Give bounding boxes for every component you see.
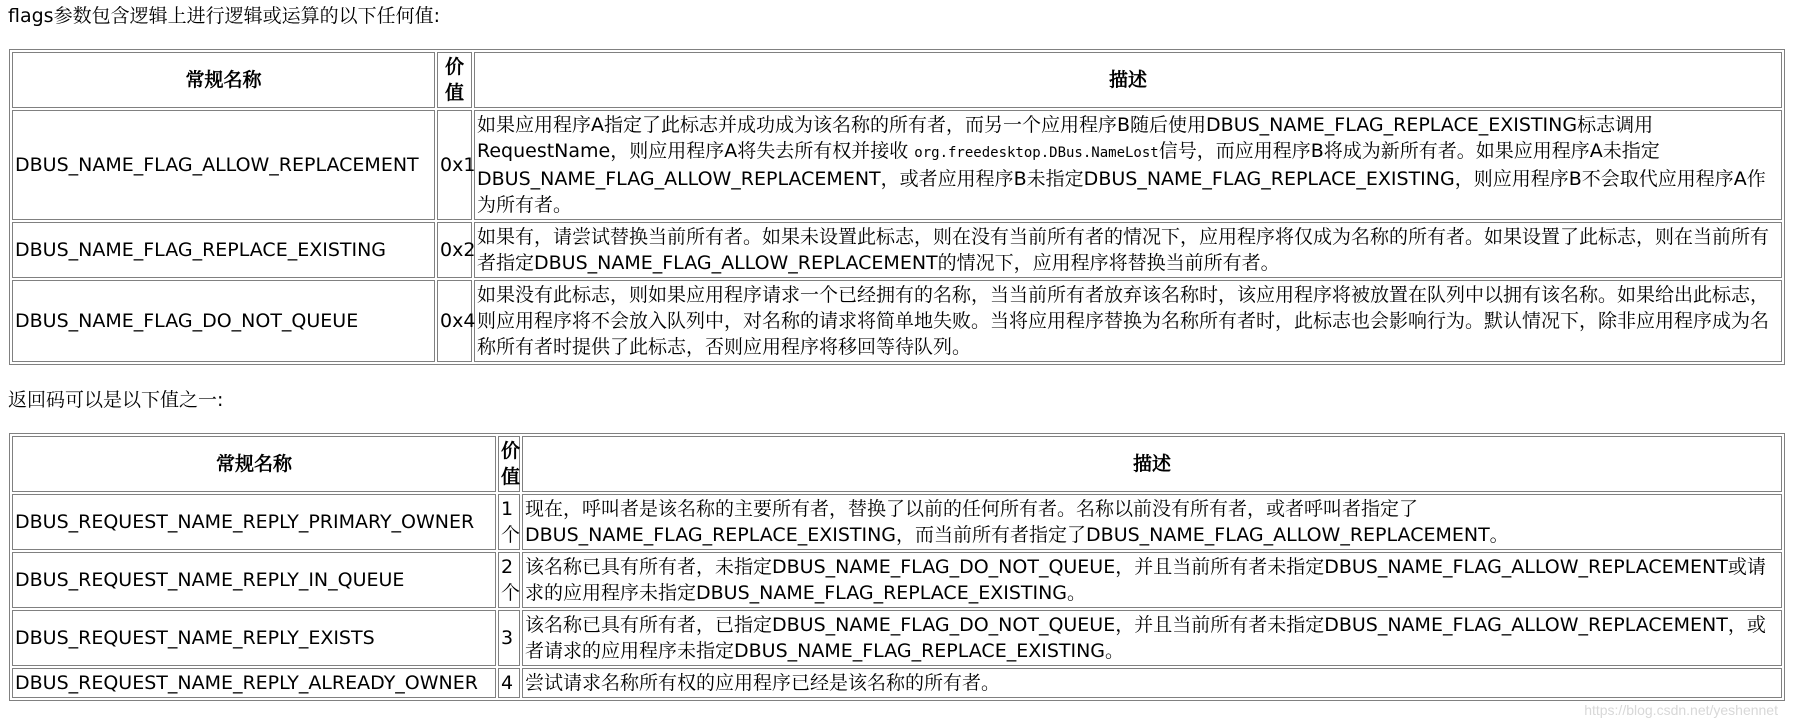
flag-description: 如果没有此标志，则如果应用程序请求一个已经拥有的名称，当当前所有者放弃该名称时，该应用程序将被放置在队列中以拥有该名称。如果给出此标志，则应用程序将不会放入队列中，对名称的请求将简单地失败。当将应用程序替换为名称所有者时，此标志也会影响行为。默认情况下，除非应用程序成为名称所有者时提供了此标志，否则应用程序将移回等待队列。 (474, 280, 1782, 362)
reply-value: 1个 (498, 494, 520, 550)
flags-table (9, 49, 1785, 365)
return-codes-intro-text: 返回码可以是以下值之一: (8, 389, 224, 411)
reply-value: 3 (498, 610, 520, 666)
reply-description: 现在，呼叫者是该名称的主要所有者，替换了以前的任何所有者。名称以前没有所有者，或者呼叫者指定了DBUS_NAME_FLAG_REPLACE_EXISTING，而当前所有者指定了DBUS_NAME_FLAG_ALLOW_REPLACEMENT。 (522, 494, 1782, 550)
flags-intro-text: flags参数包含逻辑上进行逻辑或运算的以下任何值: (8, 5, 440, 27)
description-text: 信号，而应用程序B将成为新所有者。如果应用程序A未指定DBUS_NAME_FLAG_ALLOW_REPLACEMENT，或者应用程序B未指定DBUS_NAME_FLAG_REPLACE_EXISTING，则应用程序B不会取代应用程序A作为所有者。 (477, 140, 1766, 216)
description-text: 如果应用程序A指定了此标志并成功成为该名称的所有者，而另一个应用程序B随后使用DBUS_NAME_FLAG_REPLACE_EXISTING标志调用RequestName，则应用程序A将失去所有权并接收 (477, 114, 1654, 162)
flag-value: 0x4 (437, 280, 472, 362)
table-row (12, 280, 1782, 362)
table-row (12, 668, 1782, 698)
reply-name: DBUS_REQUEST_NAME_REPLY_EXISTS (12, 610, 496, 666)
reply-description: 尝试请求名称所有权的应用程序已经是该名称的所有者。 (522, 668, 1782, 698)
table-row (12, 552, 1782, 608)
flag-value: 0x1 (437, 110, 472, 220)
flag-name: DBUS_NAME_FLAG_ALLOW_REPLACEMENT (12, 110, 435, 220)
code-signal-name: org.freedesktop.DBus.NameLost (914, 145, 1159, 161)
reply-description: 该名称已具有所有者，已指定DBUS_NAME_FLAG_DO_NOT_QUEUE，并且当前所有者未指定DBUS_NAME_FLAG_ALLOW_REPLACEMENT，或者请求的应用程序未指定DBUS_NAME_FLAG_REPLACE_EXISTING。 (522, 610, 1782, 666)
reply-name: DBUS_REQUEST_NAME_REPLY_IN_QUEUE (12, 552, 496, 608)
table-header-row (12, 52, 1782, 108)
flag-name: DBUS_NAME_FLAG_REPLACE_EXISTING (12, 222, 435, 278)
header-desc: 描述 (474, 52, 1782, 108)
table-row (12, 494, 1782, 550)
header-value: 价值 (498, 436, 520, 492)
table-row (12, 222, 1782, 278)
header-value: 价值 (437, 52, 472, 108)
header-name: 常规名称 (12, 436, 496, 492)
reply-name: DBUS_REQUEST_NAME_REPLY_PRIMARY_OWNER (12, 494, 496, 550)
table-row (12, 110, 1782, 220)
table-row (12, 610, 1782, 666)
header-desc: 描述 (522, 436, 1782, 492)
reply-value: 4 (498, 668, 520, 698)
reply-value: 2个 (498, 552, 520, 608)
table-header-row (12, 436, 1782, 492)
flag-name: DBUS_NAME_FLAG_DO_NOT_QUEUE (12, 280, 435, 362)
reply-description: 该名称已具有所有者，未指定DBUS_NAME_FLAG_DO_NOT_QUEUE，并且当前所有者未指定DBUS_NAME_FLAG_ALLOW_REPLACEMENT或请求的应用程序未指定DBUS_NAME_FLAG_REPLACE_EXISTING。 (522, 552, 1782, 608)
flag-description: 如果有，请尝试替换当前所有者。如果未设置此标志，则在没有当前所有者的情况下，应用程序将仅成为名称的所有者。如果设置了此标志，则在当前所有者指定DBUS_NAME_FLAG_ALLOW_REPLACEMENT的情况下，应用程序将替换当前所有者。 (474, 222, 1782, 278)
return-codes-table (9, 433, 1785, 701)
flag-value: 0x2 (437, 222, 472, 278)
watermark: https://blog.csdn.net/yeshennet (1584, 702, 1778, 718)
flag-description (474, 110, 1782, 220)
header-name: 常规名称 (12, 52, 435, 108)
reply-name: DBUS_REQUEST_NAME_REPLY_ALREADY_OWNER (12, 668, 496, 698)
